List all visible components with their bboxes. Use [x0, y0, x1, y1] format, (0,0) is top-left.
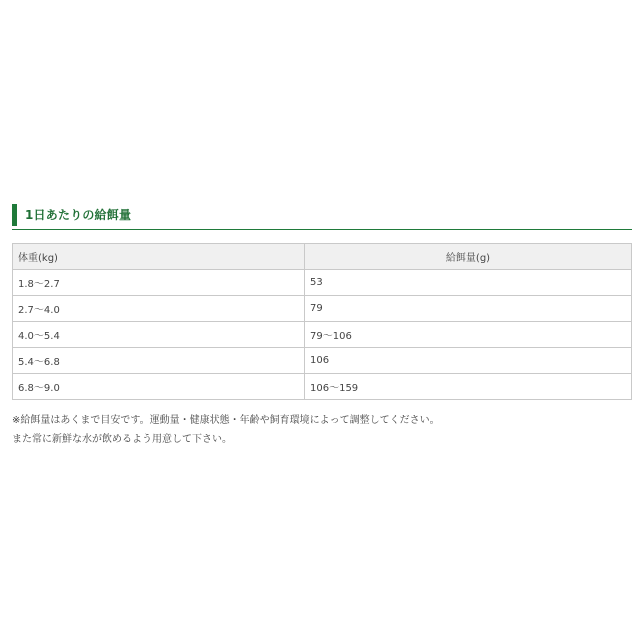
column-header-amount: 給餌量(g) — [305, 244, 632, 270]
cell-weight: 4.0〜5.4 — [13, 322, 305, 348]
column-header-weight: 体重(kg) — [13, 244, 305, 270]
cell-weight: 5.4〜6.8 — [13, 348, 305, 374]
section-heading — [12, 204, 632, 230]
feeding-table — [12, 243, 632, 400]
table-row — [13, 296, 632, 322]
cell-weight: 6.8〜9.0 — [13, 374, 305, 400]
cell-amount: 53 — [305, 270, 632, 296]
cell-weight: 1.8〜2.7 — [13, 270, 305, 296]
table-row — [13, 322, 632, 348]
note-fresh-water: また常に新鮮な水が飲めるよう用意して下さい。 — [12, 434, 232, 445]
cell-weight: 2.7〜4.0 — [13, 296, 305, 322]
table-row — [13, 270, 632, 296]
cell-amount: 106〜159 — [305, 374, 632, 400]
table-header-row — [13, 244, 632, 270]
table-row — [13, 348, 632, 374]
table-row — [13, 374, 632, 400]
cell-amount: 79 — [305, 296, 632, 322]
heading-title: 1日あたりの給餌量 — [25, 208, 132, 222]
cell-amount: 79〜106 — [305, 322, 632, 348]
heading-accent-bar — [12, 204, 17, 226]
cell-amount: 106 — [305, 348, 632, 374]
notes — [12, 411, 632, 449]
note-feeding-guideline: ※給餌量はあくまで目安です。運動量・健康状態・年齢や飼育環境によって調整してください。 — [12, 415, 440, 426]
